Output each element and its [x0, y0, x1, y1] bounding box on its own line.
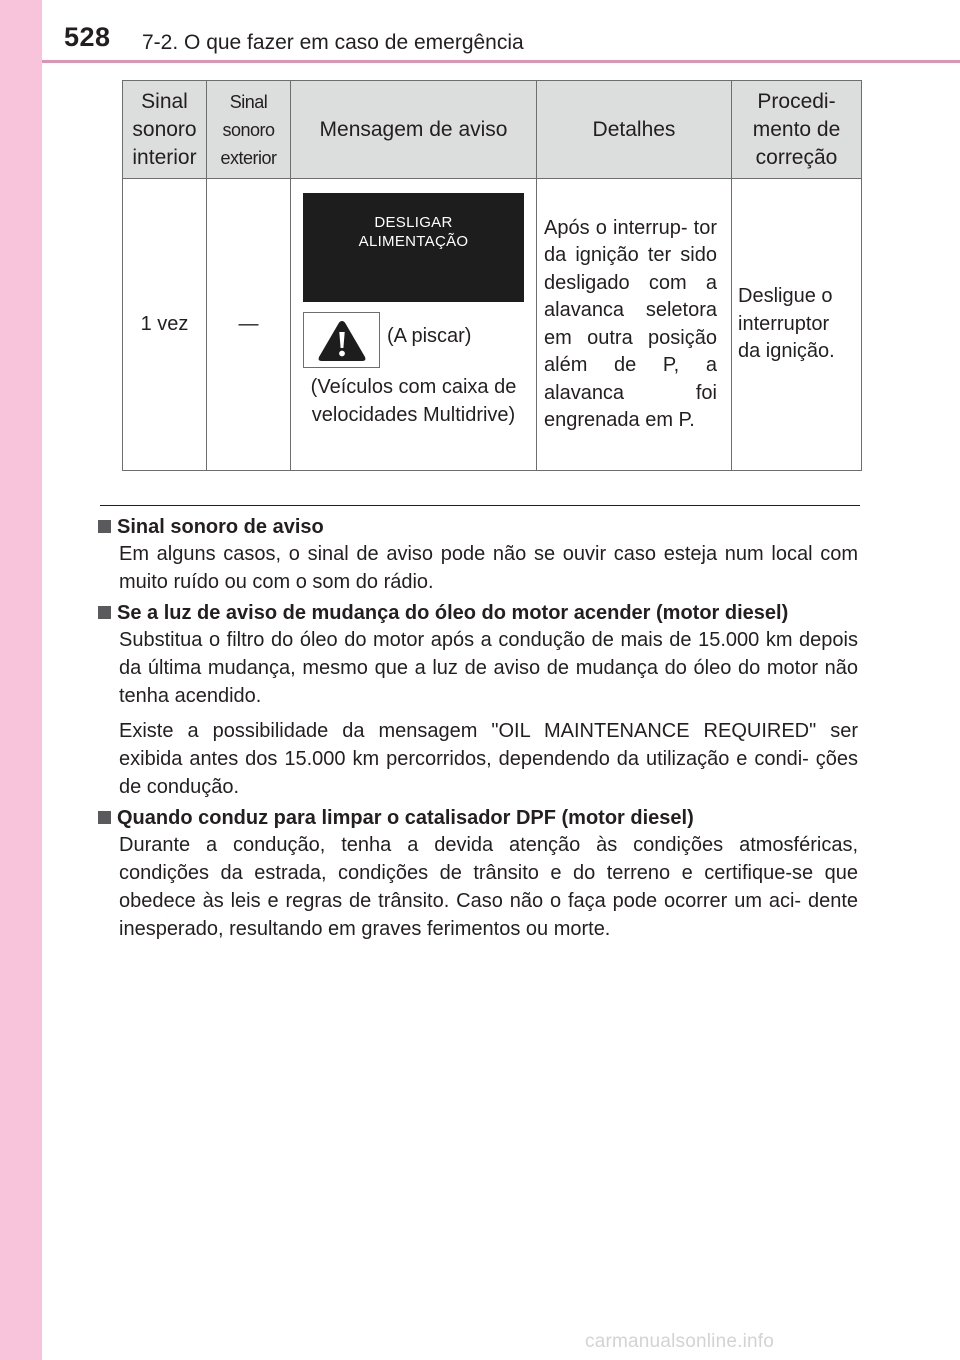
col-header-exterior: Sinal sonoro exterior — [207, 81, 291, 179]
col-header-interior: Sinal sonoro interior — [123, 81, 207, 179]
content-body — [98, 514, 858, 943]
square-bullet-icon — [98, 520, 111, 533]
details-text: Após o interrup- tor da ignição ter sido desligado com a alavanca seletora em outra posição além de P, a alavanca foi engrenada em P. — [544, 216, 717, 431]
warning-triangle-svg — [317, 319, 367, 363]
correction-text: Desligue o interruptor da ignição. — [738, 285, 835, 363]
section-title: 7-2. O que fazer em caso de emergência — [142, 31, 524, 54]
paragraph: Em alguns casos, o sinal de aviso pode não se ouvir caso esteja num local com muito ruído ou com o som do rádio. — [119, 543, 858, 593]
vehicle-note: (Veículos com caixa de velocidades Multidrive) — [310, 376, 517, 426]
side-color-band — [0, 0, 42, 1360]
section-heading-text: Se a luz de aviso de mudança do óleo do motor acender (motor diesel) — [117, 602, 789, 624]
square-bullet-icon — [98, 811, 111, 824]
col-header-details: Detalhes — [537, 81, 732, 179]
cell-details — [537, 179, 732, 471]
section-heading-buzzer — [98, 514, 858, 540]
square-bullet-icon — [98, 606, 111, 619]
col-header-message: Mensagem de aviso — [291, 81, 537, 179]
screen-line-1: DESLIGAR — [374, 214, 453, 231]
watermark: carmanualsonline.info — [585, 1331, 775, 1352]
cell-interior-buzzer: 1 vez — [123, 179, 207, 471]
page-number: 528 — [64, 22, 111, 52]
warning-triangle-icon — [303, 312, 380, 368]
col-header-correction: Procedi- mento de correção — [732, 81, 862, 179]
paragraph: Durante a condução, tenha a devida atenção às condições atmosféricas, condições da estrada, condições de trânsito e do terreno e certifique-se que obedece às leis e regras de trânsito. Caso não o faça pode ocorrer um aci- dente inesperado, resultando em graves ferimentos ou morte. — [119, 834, 858, 940]
screen-line-2: ALIMENTAÇÃO — [358, 233, 469, 250]
table-row — [123, 179, 862, 471]
section-heading-text: Sinal sonoro de aviso — [117, 516, 324, 538]
paragraph: Substitua o filtro do óleo do motor após a condução de mais de 15.000 km depois da última mudança, mesmo que a luz de aviso de mudança do óleo do motor não tenha acendido. — [119, 629, 858, 707]
cell-exterior-buzzer: — — [207, 179, 291, 471]
table-header-row — [123, 81, 862, 179]
cell-warning-message — [291, 179, 537, 471]
header-rule — [42, 60, 960, 63]
cell-correction — [732, 179, 862, 471]
display-screen — [303, 193, 524, 302]
section-divider — [100, 505, 860, 506]
section-heading-text: Quando conduz para limpar o catalisador DPF (motor diesel) — [117, 807, 694, 829]
section-heading-dpf — [98, 805, 858, 831]
warning-table — [122, 80, 862, 471]
section-heading-oil-light — [98, 600, 858, 626]
blink-note: (A piscar) — [387, 325, 472, 347]
paragraph: Existe a possibilidade da mensagem "OIL MAINTENANCE REQUIRED" ser exibida antes dos 15.000 km percorridos, dependendo da utilização e condi- ções de condução. — [119, 720, 858, 798]
